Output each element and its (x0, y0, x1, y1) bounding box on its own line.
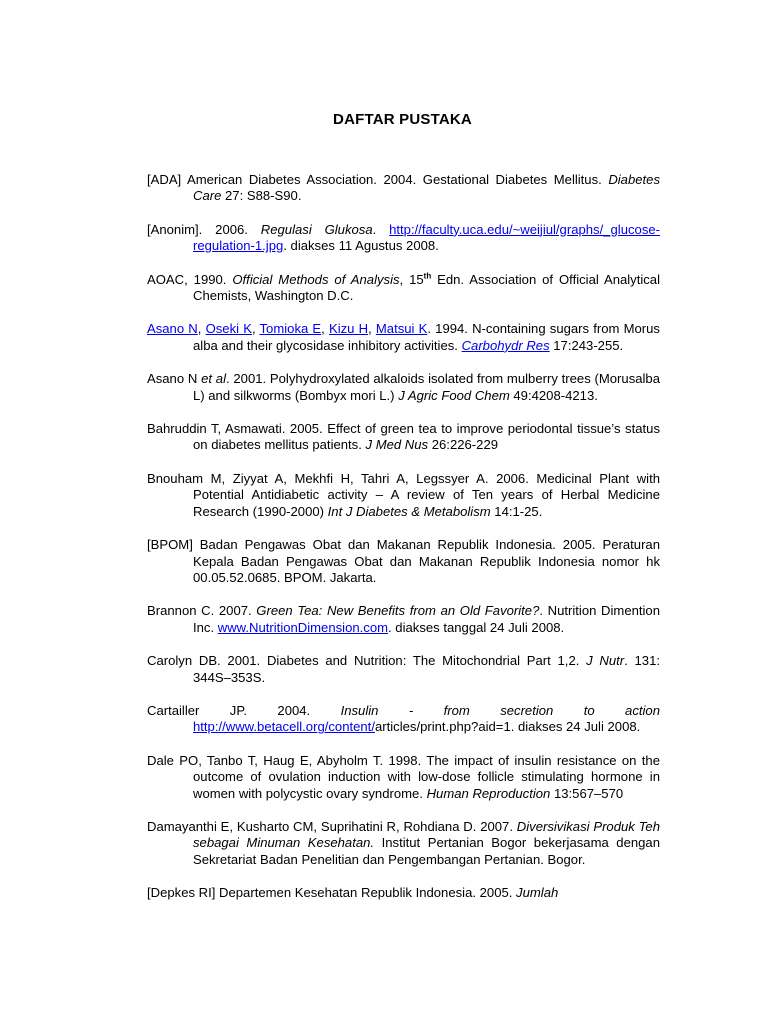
reference-italic-text: Diversivikasi Produk Teh sebagai Minuman Kesehatan. (193, 818, 660, 851)
reference-text: 27: S88-S90. (221, 188, 302, 204)
reference-text: articles/print.php?aid=1. diakses 24 Juli 2008. (374, 719, 641, 735)
reference-italic-text: Human Reproduction (426, 785, 551, 801)
reference-text: . 131: 344S–353S. (193, 653, 661, 685)
reference-text: 17:243-255. (549, 337, 624, 353)
reference-text: Bnouham M, Ziyyat A, Mekhfi H, Tahri A, Legssyer A. 2006. Medicinal Plant with Potential Antidiabetic activity – A review of Ten years of Herbal Medicine Research (1990-2000) (147, 470, 660, 519)
reference-dale (147, 753, 660, 802)
reference-italic-text: Jumlah (516, 885, 559, 901)
reference-text: Bahruddin T, Asmawati. 2005. Effect of green tea to improve periodontal tissue’s status on diabetes mellitus patients. (147, 421, 660, 453)
reference-text: 49:4208-4213. (509, 387, 598, 403)
reference-italic-text: Diabetes Care (193, 172, 660, 204)
reference-cartailler (147, 703, 660, 736)
reference-damayanthi (147, 819, 660, 868)
reference-brannon (147, 603, 660, 636)
reference-italic-text: J Agric Food Chem (398, 387, 510, 403)
reference-link[interactable]: Oseki K (205, 321, 252, 337)
reference-asano1 (147, 321, 660, 354)
reference-italic-text: Insulin - from secretion to action (340, 702, 660, 718)
reference-anonim (147, 222, 660, 255)
reference-list (147, 172, 660, 919)
reference-link[interactable]: Asano N (147, 321, 198, 337)
reference-text: . diakses tanggal 24 Juli 2008. (388, 619, 565, 635)
reference-carolyn (147, 653, 660, 686)
reference-link[interactable]: http://faculty.uca.edu/~weijiul/graphs/_glucose-regulation-1.jpg (193, 221, 661, 254)
reference-text: , (197, 321, 206, 337)
reference-text: . Nutrition Dimention Inc. (193, 603, 660, 635)
reference-ada (147, 172, 660, 205)
reference-italic-text: Green Tea: New Benefits from an Old Favorite? (256, 603, 540, 619)
reference-depkes (147, 885, 660, 901)
reference-italic-text: Official Methods of Analysis (232, 271, 400, 287)
reference-text: [ADA] American Diabetes Association. 2004. Gestational Diabetes Mellitus. (147, 172, 609, 187)
reference-bpom (147, 537, 660, 586)
reference-link[interactable]: Kizu H (328, 321, 369, 337)
reference-text: . (372, 221, 390, 237)
reference-italic-text: Int J Diabetes & Metabolism (327, 503, 491, 519)
reference-aoac (147, 272, 660, 305)
reference-text: 13:567–570 (550, 785, 624, 801)
reference-link[interactable]: Tomioka E (259, 321, 322, 337)
reference-text: Damayanthi E, Kusharto CM, Suprihatini R, Rohdiana D. 2007. (147, 818, 517, 834)
reference-italic-text: Regulasi Glukosa (260, 221, 373, 237)
reference-superscript: th (423, 271, 432, 281)
reference-text: Dale PO, Tanbo T, Haug E, Abyholm T. 1998. The impact of insulin resistance on the outcome of ovulation induction with low-dose follicle stimulating hormone in women with polycystic ovary syndrome. (147, 752, 660, 801)
reference-text: [Depkes RI] Departemen Kesehatan Republik Indonesia. 2005. (147, 885, 517, 901)
reference-italic-text: et al (201, 371, 226, 387)
reference-text: 14:1-25. (490, 503, 543, 519)
reference-text: , 15 (399, 271, 424, 287)
reference-text: 26:226-229 (428, 437, 499, 453)
reference-italic-text: J Nutr (586, 653, 625, 669)
reference-text: Brannon C. 2007. (147, 603, 257, 619)
reference-link[interactable]: http://www.betacell.org/content/ (193, 719, 375, 735)
reference-italic-text: J Med Nus (365, 437, 429, 453)
reference-link[interactable]: Matsui K (375, 321, 428, 337)
reference-text: [BPOM] Badan Pengawas Obat dan Makanan Republik Indonesia. 2005. Peraturan Kepala Badan Pengawas Obat dan Makanan Republik Indonesia nomor hk 00.05.52.0685. BPOM. Jakarta. (147, 537, 660, 585)
reference-text: [Anonim]. 2006. (147, 221, 261, 237)
reference-text: , (251, 321, 260, 337)
reference-link[interactable]: Carbohydr Res (461, 337, 550, 353)
reference-text: Institut Pertanian Bogor bekerjasama dengan Sekretariat Badan Penelitian dan Pengembangan Pertanian. Bogor. (193, 835, 660, 867)
reference-text: . 1994. N-containing sugars from Morus alba and their glycosidase inhibitory activities. (193, 321, 660, 353)
reference-text: , (321, 321, 329, 337)
page-title: DAFTAR PUSTAKA (333, 111, 472, 128)
reference-bnouham (147, 471, 660, 520)
reference-text: Asano N (147, 371, 202, 387)
reference-text: AOAC, 1990. (147, 271, 233, 287)
reference-text: . diakses 11 Agustus 2008. (283, 238, 439, 254)
reference-text: Edn. Association of Official Analytical Chemists, Washington D.C. (193, 271, 661, 304)
reference-link[interactable]: www.NutritionDimension.com (217, 619, 389, 635)
reference-bahruddin (147, 421, 660, 454)
reference-text: Carolyn DB. 2001. Diabetes and Nutrition: The Mitochondrial Part 1,2. (147, 653, 587, 669)
reference-text: , (368, 321, 376, 337)
reference-text: Cartailler JP. 2004. (147, 702, 341, 718)
reference-asano2 (147, 371, 660, 404)
reference-text: . 2001. Polyhydroxylated alkaloids isolated from mulberry trees (Morusalba L) and silkworms (Bombyx mori L.) (193, 371, 660, 403)
